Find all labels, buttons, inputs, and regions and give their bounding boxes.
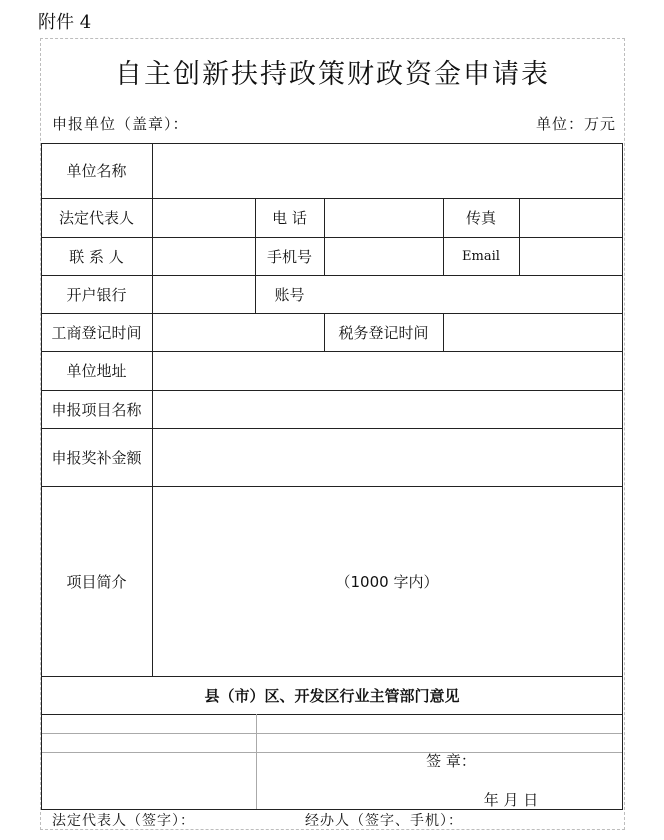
label-subsidy-amount: 申报奖补金额	[51, 448, 142, 467]
label-account: 账号	[274, 285, 305, 304]
form-title: 自主创新扶持政策财政资金申请表	[115, 59, 550, 90]
label-biz-reg-time: 工商登记时间	[51, 323, 142, 342]
legal-rep-signature: 法定代表人（签字）：	[52, 813, 195, 829]
label-contact: 联 系 人	[69, 247, 124, 266]
unit-label: 单位：万元	[535, 115, 616, 133]
label-address: 单位地址	[66, 362, 127, 380]
seal-label: 签 章：	[426, 751, 476, 770]
label-legal-rep: 法定代表人	[58, 209, 134, 227]
label-project-name: 申报项目名称	[51, 400, 142, 419]
label-fax: 传真	[465, 209, 496, 227]
project-intro-hint[interactable]: （1000 字内）	[335, 572, 439, 591]
applicant-label: 申报单位（盖章）：	[52, 115, 189, 133]
label-tax-reg-time: 税务登记时间	[338, 323, 429, 342]
label-unit-name: 单位名称	[66, 162, 127, 180]
date-label: 年 月 日	[483, 790, 539, 809]
label-mobile: 手机号	[266, 247, 312, 266]
label-project-intro: 项目简介	[66, 572, 127, 591]
application-form-table	[41, 143, 623, 813]
label-email: Email	[462, 248, 500, 264]
opinion-header: 县（市）区、开发区行业主管部门意见	[204, 686, 460, 705]
attachment-label: 附件 4	[38, 12, 92, 33]
label-phone: 电 话	[272, 209, 307, 227]
handler-signature: 经办人（签字、手机）：	[305, 813, 463, 829]
label-bank: 开户银行	[66, 285, 127, 304]
